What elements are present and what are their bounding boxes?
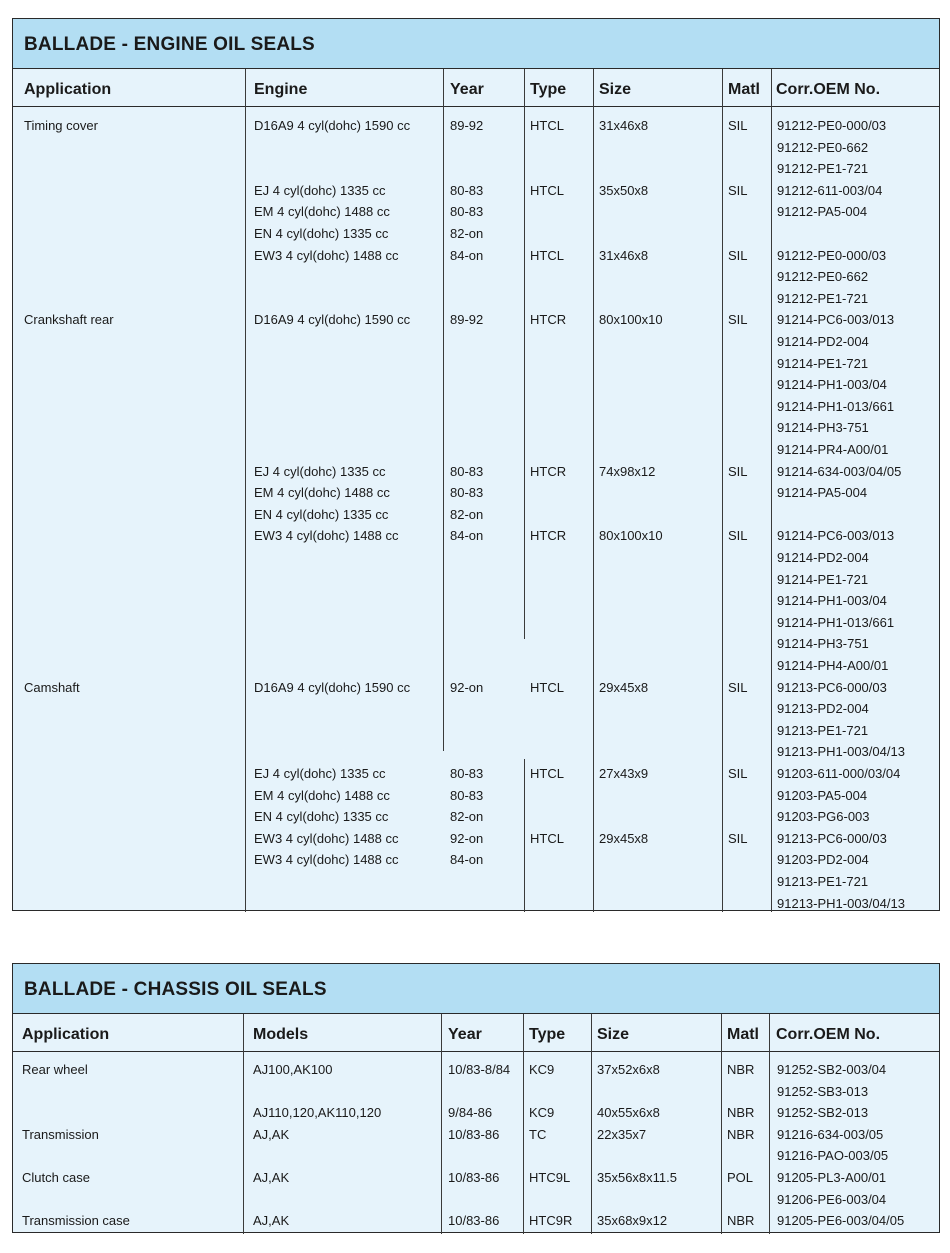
cell-oem: 91214-PR4-A00/01 [777,442,889,457]
cell-year: 10/83-8/84 [448,1062,511,1077]
chassis-oil-seals-table [12,963,940,1233]
cell-engine: EJ 4 cyl(dohc) 1335 cc [254,182,386,198]
cell-matl: SIL [728,247,748,263]
cell-oem: 91213-PE1-721 [777,874,869,889]
cell-oem: 91252-SB2-003/04 [777,1062,887,1077]
cell-matl: SIL [728,528,748,544]
table-title: BALLADE - CHASSIS OIL SEALS [13,964,939,1014]
cell-type: HTC9R [529,1213,573,1229]
cell-oem: 91203-PG6-003 [777,809,870,825]
cell-oem: 91213-PH1-003/04/13 [777,895,905,911]
column-divider [524,759,525,912]
header-oem: Corr.OEM No. [776,81,881,98]
cell-year: 84-on [450,528,484,544]
cell-matl: SIL [728,312,748,328]
cell-app: Clutch case [22,1170,90,1185]
cell-oem: 91205-PL3-A00/01 [777,1170,887,1185]
cell-oem: 91214-PH1-003/04 [777,593,887,609]
cell-year: 9/84-86 [448,1105,493,1121]
cell-type: HTCL [530,247,564,263]
cell-oem: 91252-SB2-013 [777,1105,869,1121]
cell-engine: EW3 4 cyl(dohc) 1488 cc [254,528,399,544]
header-models: Models [253,1026,309,1043]
cell-oem: 91252-SB3-013 [777,1083,869,1099]
cell-engine: D16A9 4 cyl(dohc) 1590 cc [254,118,411,133]
column-divider [722,359,723,912]
column-divider [769,1014,770,1234]
cell-engine: EN 4 cyl(dohc) 1335 cc [254,506,389,522]
column-divider [243,1014,244,1234]
cell-year: 89-92 [450,312,484,328]
cell-size: 80x100x10 [599,528,663,544]
cell-oem: 91212-PE0-000/03 [777,247,887,263]
header-matl: Matl [728,81,760,98]
cell-engine: AJ,AK [253,1126,290,1142]
cell-size: 74x98x12 [599,463,656,479]
cell-engine: EM 4 cyl(dohc) 1488 cc [254,485,390,501]
header-type: Type [530,81,567,98]
cell-app: Crankshaft rear [24,312,114,328]
cell-oem: 91203-611-000/03/04 [777,766,901,781]
cell-size: 40x55x6x8 [597,1105,660,1121]
cell-oem: 91214-PC6-003/013 [777,528,895,544]
header-oem: Corr.OEM No. [776,1026,881,1043]
cell-engine: EM 4 cyl(dohc) 1488 cc [254,204,390,220]
cell-oem: 91214-PD2-004 [777,550,869,565]
cell-size: 35x56x8x11.5 [597,1170,677,1185]
cell-type: HTCL [530,830,564,846]
table-header-row [13,69,939,107]
cell-engine: EN 4 cyl(dohc) 1335 cc [254,226,389,241]
cell-size: 31x46x8 [599,247,649,263]
cell-engine: EW3 4 cyl(dohc) 1488 cc [254,247,399,263]
cell-matl: SIL [728,830,748,846]
column-divider [721,1014,722,1234]
cell-matl: SIL [728,766,748,781]
cell-app: Camshaft [24,679,80,695]
cell-type: HTCL [530,766,564,781]
cell-year: 80-83 [450,204,484,220]
cell-year: 80-83 [450,787,484,803]
cell-oem: 91214-PE1-721 [777,355,869,371]
header-year: Year [450,81,484,98]
cell-year: 80-83 [450,463,484,479]
cell-app: Transmission [22,1126,99,1142]
cell-oem: 91214-PC6-003/013 [777,312,895,328]
cell-engine: AJ,AK [253,1213,290,1229]
cell-engine: AJ110,120,AK110,120 [253,1105,382,1121]
cell-size: 80x100x10 [599,312,663,328]
cell-oem: 91212-PE0-662 [777,269,869,285]
cell-matl: POL [727,1170,754,1185]
cell-matl: NBR [727,1213,755,1229]
cell-oem: 91214-PH1-013/661 [777,398,895,414]
column-divider [722,69,723,359]
cell-engine: D16A9 4 cyl(dohc) 1590 cc [254,679,411,695]
cell-app: Timing cover [24,118,98,133]
cell-oem: 91206-PE6-003/04 [777,1191,887,1207]
header-year: Year [448,1026,482,1043]
cell-year: 92-on [450,830,484,846]
cell-oem: 91214-634-003/04/05 [777,463,902,479]
column-divider [591,1014,592,1234]
cell-engine: EJ 4 cyl(dohc) 1335 cc [254,463,386,479]
engine-oil-seals-table [12,18,940,911]
cell-matl: NBR [727,1062,755,1077]
column-divider [443,107,444,751]
cell-type: HTCR [530,312,567,328]
cell-oem: 91214-PH1-013/661 [777,614,895,630]
cell-oem: 91214-PH4-A00/01 [777,658,889,673]
cell-type: HTCL [530,182,564,198]
cell-engine: EW3 4 cyl(dohc) 1488 cc [254,852,399,868]
cell-engine: EJ 4 cyl(dohc) 1335 cc [254,766,386,781]
cell-year: 10/83-86 [448,1126,500,1142]
cell-year: 92-on [450,679,484,695]
cell-oem: 91203-PA5-004 [777,787,868,803]
cell-year: 80-83 [450,766,484,781]
cell-oem: 91214-PA5-004 [777,485,868,501]
header-matl: Matl [727,1026,759,1043]
cell-type: HTC9L [529,1170,571,1185]
cell-type: KC9 [529,1062,555,1077]
cell-oem: 91214-PH3-751 [777,420,869,436]
cell-size: 31x46x8 [599,118,649,133]
cell-type: TC [529,1126,547,1142]
cell-size: 29x45x8 [599,830,649,846]
cell-oem: 91214-PH1-003/04 [777,377,887,393]
cell-oem: 91212-PE0-000/03 [777,118,887,133]
cell-oem: 91213-PE1-721 [777,722,869,738]
cell-engine: AJ,AK [253,1170,290,1185]
column-divider [524,69,525,639]
column-divider [523,1014,524,1234]
cell-app: Rear wheel [22,1062,88,1077]
table-header-row [13,1014,939,1052]
cell-year: 82-on [450,226,484,241]
cell-oem: 91216-PAO-003/05 [777,1148,889,1164]
cell-oem: 91212-PA5-004 [777,204,868,220]
cell-oem: 91213-PC6-000/03 [777,830,887,846]
cell-engine: EW3 4 cyl(dohc) 1488 cc [254,830,399,846]
cell-type: HTCR [530,528,567,544]
cell-oem: 91214-PE1-721 [777,571,869,587]
cell-year: 80-83 [450,182,484,198]
header-type: Type [529,1026,566,1043]
cell-matl: SIL [728,182,748,198]
cell-matl: SIL [728,118,748,133]
cell-oem: 91212-PE0-662 [777,139,869,155]
cell-year: 10/83-86 [448,1170,500,1185]
cell-engine: AJ100,AK100 [253,1062,333,1077]
cell-matl: NBR [727,1126,755,1142]
cell-year: 82-on [450,506,484,522]
cell-matl: NBR [727,1105,755,1121]
cell-year: 84-on [450,247,484,263]
cell-year: 82-on [450,809,484,825]
cell-oem: 91213-PD2-004 [777,701,869,717]
cell-oem: 91213-PH1-003/04/13 [777,744,905,760]
cell-matl: SIL [728,679,748,695]
table-title: BALLADE - ENGINE OIL SEALS [13,19,939,69]
cell-engine: EM 4 cyl(dohc) 1488 cc [254,787,390,803]
cell-oem: 91212-611-003/04 [777,182,883,198]
header-application: Application [22,1026,110,1043]
cell-oem: 91203-PD2-004 [777,852,869,868]
cell-size: 22x35x7 [597,1126,647,1142]
cell-oem: 91214-PD2-004 [777,334,869,349]
cell-size: 37x52x6x8 [597,1062,660,1077]
cell-matl: SIL [728,463,748,479]
cell-oem: 91213-PC6-000/03 [777,679,887,695]
cell-size: 35x50x8 [599,182,649,198]
cell-type: HTCR [530,463,567,479]
column-divider [441,1014,442,1234]
cell-year: 80-83 [450,485,484,501]
cell-oem: 91212-PE1-721 [777,161,869,177]
column-divider [771,69,772,912]
cell-engine: D16A9 4 cyl(dohc) 1590 cc [254,312,411,328]
column-divider [245,69,246,912]
header-size: Size [597,1026,630,1043]
cell-year: 10/83-86 [448,1213,500,1229]
cell-size: 29x45x8 [599,679,649,695]
cell-size: 27x43x9 [599,766,649,781]
header-engine: Engine [254,81,308,98]
cell-oem: 91214-PH3-751 [777,636,869,652]
cell-engine: EN 4 cyl(dohc) 1335 cc [254,809,389,825]
cell-oem: 91216-634-003/05 [777,1126,884,1142]
column-divider [593,69,594,912]
cell-type: KC9 [529,1105,555,1121]
header-application: Application [24,81,112,98]
cell-year: 84-on [450,852,484,868]
header-size: Size [599,81,632,98]
cell-oem: 91205-PE6-003/04/05 [777,1213,905,1229]
cell-app: Transmission case [22,1213,130,1229]
cell-type: HTCL [530,118,564,133]
cell-type: HTCL [530,679,564,695]
column-divider [443,69,444,107]
cell-size: 35x68x9x12 [597,1213,668,1229]
cell-year: 89-92 [450,118,484,133]
cell-oem: 91212-PE1-721 [777,290,869,306]
